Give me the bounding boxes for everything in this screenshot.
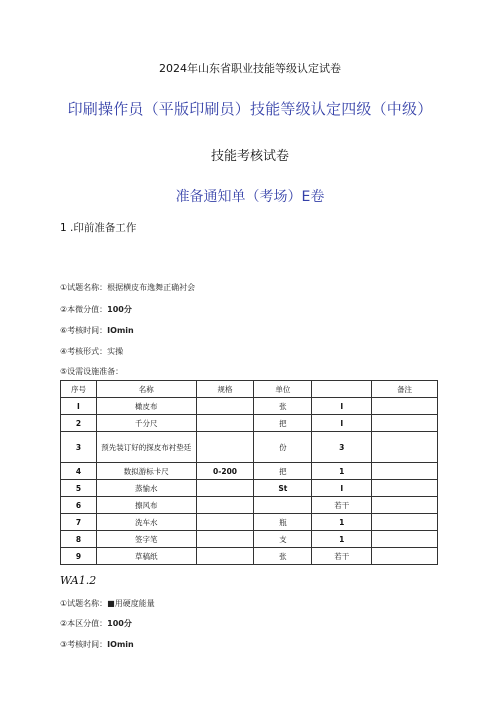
table-cell bbox=[372, 531, 438, 548]
exam-item bbox=[60, 598, 155, 609]
exam-item bbox=[60, 366, 123, 377]
table-cell: 把 bbox=[254, 415, 312, 432]
table-cell bbox=[372, 415, 438, 432]
item-value: 实操 bbox=[107, 347, 124, 356]
table-cell: 张 bbox=[254, 548, 312, 565]
item-value: ■用硬度能量 bbox=[107, 599, 155, 608]
table-cell bbox=[196, 548, 254, 565]
table-cell: St bbox=[254, 480, 312, 497]
table-cell bbox=[372, 497, 438, 514]
table-cell: 5 bbox=[61, 480, 97, 497]
table-cell: 1 bbox=[312, 531, 372, 548]
table-cell: 0-200 bbox=[196, 463, 254, 480]
table-cell: 蒸愉水 bbox=[96, 480, 196, 497]
table-row bbox=[61, 531, 438, 548]
table-row bbox=[61, 514, 438, 531]
table-cell: 把 bbox=[254, 463, 312, 480]
table-cell bbox=[196, 480, 254, 497]
table-cell bbox=[372, 463, 438, 480]
exam-title: 2024年山东省职业技能等级认定试卷 bbox=[159, 62, 341, 75]
table-cell: 橄皮布 bbox=[96, 398, 196, 415]
table-row bbox=[61, 432, 438, 463]
table-cell: 瓶 bbox=[254, 514, 312, 531]
main-title: 印刷操作员（平版印刷员）技能等级认定四级（中级） bbox=[67, 100, 433, 118]
table-cell: 份 bbox=[254, 432, 312, 463]
table-cell bbox=[372, 432, 438, 463]
item-value: 100分 bbox=[107, 305, 132, 314]
table-cell: 1 bbox=[312, 463, 372, 480]
table-cell bbox=[196, 514, 254, 531]
table-cell: I bbox=[61, 398, 97, 415]
table-row bbox=[61, 463, 438, 480]
table-cell: 洗车水 bbox=[96, 514, 196, 531]
table-cell: 草稿纸 bbox=[96, 548, 196, 565]
table-cell: 1 bbox=[312, 514, 372, 531]
table-cell: 7 bbox=[61, 514, 97, 531]
table-cell: I bbox=[312, 398, 372, 415]
table-cell: 9 bbox=[61, 548, 97, 565]
exam-item bbox=[60, 325, 134, 336]
table-cell: 3 bbox=[312, 432, 372, 463]
table-row bbox=[61, 497, 438, 514]
table-cell: 预先装订好的探皮布衬垫廷 bbox=[96, 432, 196, 463]
notice-title: 准备通知单（考场）E卷 bbox=[175, 189, 325, 205]
item-value: IOmin bbox=[107, 326, 134, 335]
table-cell: 6 bbox=[61, 497, 97, 514]
table-cell bbox=[196, 531, 254, 548]
item-value: 100分 bbox=[107, 619, 132, 628]
table-cell: 数拟游标卡尺 bbox=[96, 463, 196, 480]
item-value: IOmin bbox=[107, 640, 134, 649]
section-heading: WA1.2 bbox=[60, 574, 97, 587]
table-cell: 支 bbox=[254, 531, 312, 548]
exam-item bbox=[60, 346, 123, 357]
table-cell: I bbox=[312, 480, 372, 497]
item-label: ①试题名称： bbox=[60, 599, 108, 608]
item-label: ②本微分值： bbox=[60, 305, 108, 314]
table-cell: 8 bbox=[61, 531, 97, 548]
table-cell: 签字笔 bbox=[96, 531, 196, 548]
header-cell: 序号 bbox=[61, 381, 97, 398]
table-row bbox=[61, 548, 438, 565]
header-cell: 备注 bbox=[372, 381, 438, 398]
item-label: ④考核形式： bbox=[60, 347, 108, 356]
exam-item bbox=[60, 282, 195, 293]
table-cell bbox=[372, 548, 438, 565]
item-value: 根据横皮布逸舞正确衬会 bbox=[107, 283, 196, 292]
sub-title: 技能考核试卷 bbox=[210, 149, 289, 164]
equipment-table bbox=[60, 380, 438, 565]
table-cell bbox=[372, 514, 438, 531]
item-label: ⑥考核时间： bbox=[60, 326, 108, 335]
item-label: ⑤设需设施准备： bbox=[60, 367, 124, 376]
table-cell bbox=[372, 480, 438, 497]
exam-item bbox=[60, 639, 134, 650]
table-row bbox=[61, 480, 438, 497]
table-cell bbox=[196, 415, 254, 432]
table-cell bbox=[196, 398, 254, 415]
table-cell: 若干 bbox=[312, 548, 372, 565]
item-label: ②本区分值： bbox=[60, 619, 108, 628]
header-cell: 名称 bbox=[96, 381, 196, 398]
table-row bbox=[61, 415, 438, 432]
header-cell: 规格 bbox=[196, 381, 254, 398]
table-header-row bbox=[61, 381, 438, 398]
table-cell: 2 bbox=[61, 415, 97, 432]
table-cell: 若干 bbox=[312, 497, 372, 514]
exam-item bbox=[60, 618, 132, 629]
exam-item bbox=[60, 304, 132, 315]
table-cell bbox=[254, 497, 312, 514]
table-cell bbox=[372, 398, 438, 415]
table-cell: 千分尺 bbox=[96, 415, 196, 432]
header-cell: 单位 bbox=[254, 381, 312, 398]
item-label: ①试题名称： bbox=[60, 283, 108, 292]
header-cell bbox=[312, 381, 372, 398]
table-cell: 擦风布 bbox=[96, 497, 196, 514]
table-cell: 4 bbox=[61, 463, 97, 480]
table-cell: 张 bbox=[254, 398, 312, 415]
table-cell: 3 bbox=[61, 432, 97, 463]
item-label: ③考核时间： bbox=[60, 640, 108, 649]
section-heading: 1 .印前准备工作 bbox=[60, 222, 137, 234]
table-cell bbox=[196, 432, 254, 463]
table-cell: I bbox=[312, 415, 372, 432]
table-row bbox=[61, 398, 438, 415]
table-cell bbox=[196, 497, 254, 514]
